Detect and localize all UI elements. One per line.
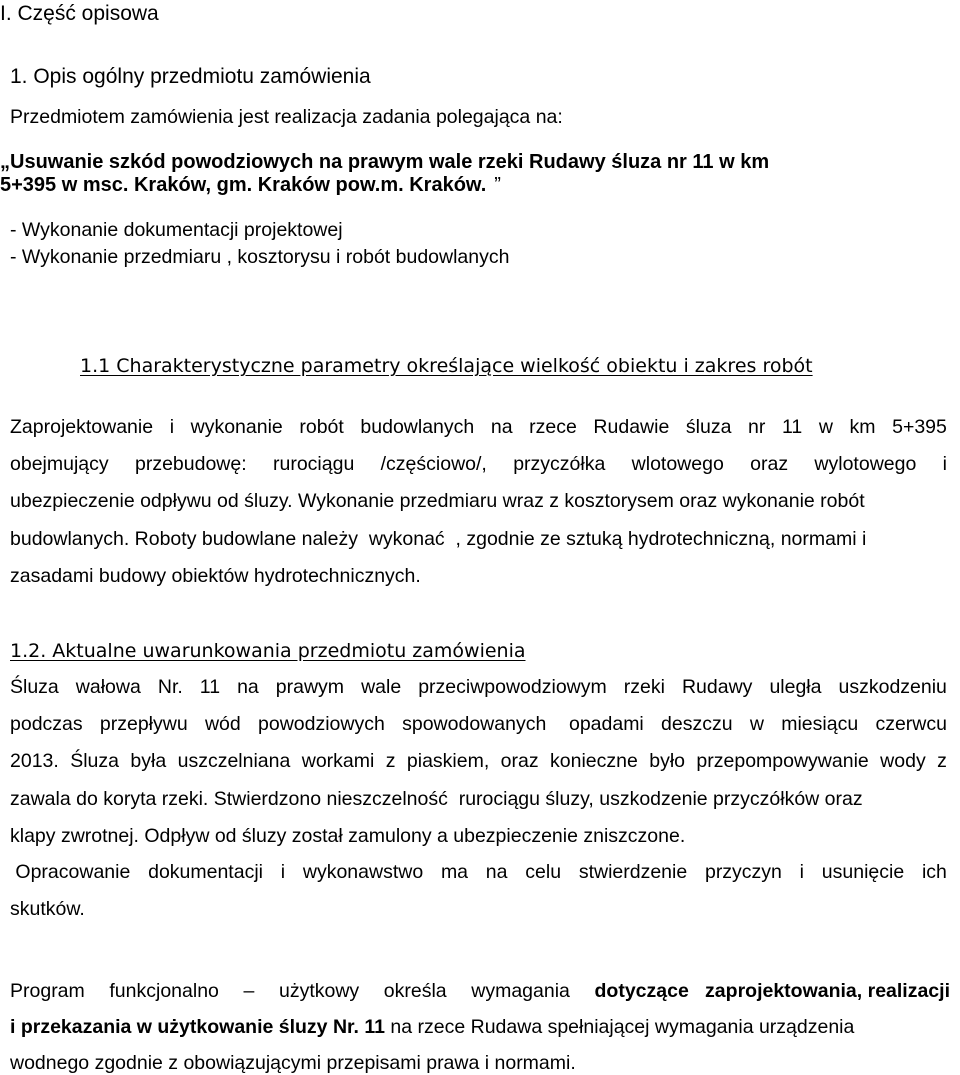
program-line-1	[10, 980, 950, 1002]
word: rurociągu	[273, 453, 355, 475]
word: w	[749, 713, 764, 735]
word: ich	[921, 861, 947, 883]
word: Program	[10, 980, 85, 1002]
paragraph-line	[10, 750, 947, 772]
word: czerwcu	[875, 713, 947, 735]
word: wylotowego	[814, 453, 917, 475]
word: przepływu	[99, 713, 188, 735]
word: uszczelniana	[177, 750, 291, 772]
word: konieczne	[550, 750, 638, 772]
word: wód	[204, 713, 241, 735]
word: piaskiem,	[406, 750, 490, 772]
word: przeciwpowodziowym	[418, 676, 607, 698]
word: i	[799, 861, 805, 883]
paragraph-line	[10, 453, 947, 475]
section-1-intro: Przedmiotem zamówienia jest realizacja zadania polegająca na:	[10, 106, 563, 128]
word: Rudawie	[593, 416, 670, 438]
word: Śluza	[10, 676, 59, 698]
word: z	[937, 750, 947, 772]
word: Nr.	[157, 676, 183, 698]
paragraph-line	[10, 825, 685, 847]
word: użytkowy	[278, 980, 360, 1002]
scope-item-documentation: - Wykonanie dokumentacji projektowej	[10, 219, 343, 241]
word: powodziowych	[258, 713, 385, 735]
word: oraz	[500, 750, 539, 772]
word: ma	[440, 861, 469, 883]
word: śluza	[685, 416, 732, 438]
scope-item-estimate: - Wykonanie przedmiaru , kosztorysu i robót budowlanych	[10, 246, 510, 268]
part-title: I. Część opisowa	[0, 2, 159, 25]
word: celu	[525, 861, 562, 883]
task-title-line-2	[0, 174, 501, 196]
section-1-2-heading: 1.2. Aktualne uwarunkowania przedmiotu zamówienia	[10, 640, 526, 662]
paragraph-line	[10, 565, 421, 587]
program-line-3: wodnego zgodnie z obowiązującymi przepisami prawa i normami.	[10, 1052, 576, 1074]
word: usunięcie	[821, 861, 905, 883]
word: 2013.	[10, 750, 59, 772]
paragraph-line	[10, 490, 865, 512]
paragraph-line	[10, 861, 947, 883]
task-title-line-2-text: 5+395 w msc. Kraków, gm. Kraków pow.m. Kraków.	[0, 174, 487, 196]
closing-quote: ”	[494, 174, 501, 196]
word: rzeki	[623, 676, 665, 698]
program-line-1-bold: dotyczące zaprojektowania, realizacji	[594, 980, 950, 1002]
word: /częściowo/,	[380, 453, 487, 475]
word: ubezpieczenie odpływu od śluzy. Wykonanie przedmiaru wraz z kosztorysem oraz wykonanie robót	[10, 490, 865, 512]
word: klapy zwrotnej. Odpływ od śluzy został zamulony a ubezpieczenie zniszczone.	[10, 825, 686, 847]
word: 5+395	[892, 416, 947, 438]
word: wałowa	[75, 676, 141, 698]
word: zawala do koryta rzeki. Stwierdzono nieszczelność rurociągu śluzy, uszkodzenie przyczółków oraz	[10, 788, 863, 810]
word: dokumentacji	[148, 861, 263, 883]
word: przyczółka	[513, 453, 606, 475]
paragraph-line	[10, 713, 947, 735]
word: 11	[199, 676, 221, 698]
word: budowlanych. Roboty budowlane należy wykonać , zgodnie ze sztuką hydrotechniczną, normami i	[10, 528, 867, 550]
paragraph-line	[10, 788, 863, 810]
word: przepompowywanie	[696, 750, 869, 772]
paragraph-line	[10, 898, 85, 920]
word: wymagania	[471, 980, 570, 1002]
word: skutków.	[10, 898, 85, 920]
word: wody	[880, 750, 926, 772]
word: oraz	[750, 453, 789, 475]
word: budowlanych	[360, 416, 475, 438]
word: robót	[299, 416, 344, 438]
word: wlotowego	[631, 453, 724, 475]
word: z	[385, 750, 396, 772]
word: i	[280, 861, 286, 883]
word: uszkodzeniu	[838, 676, 947, 698]
word: na	[490, 416, 513, 438]
word: prawym	[275, 676, 345, 698]
program-line-2-bold: i przekazania w użytkowanie śluzy Nr. 11	[10, 1016, 385, 1038]
section-1-1-heading: 1.1 Charakterystyczne parametry określające wielkość obiektu i zakres robót	[80, 355, 813, 377]
word: podczas	[10, 713, 83, 735]
word: zasadami budowy obiektów hydrotechnicznych.	[10, 565, 421, 587]
word: nr	[748, 416, 766, 438]
word: opadami	[568, 713, 644, 735]
word: określa	[383, 980, 447, 1002]
program-line-2	[10, 1016, 854, 1038]
word: Śluza	[70, 750, 119, 772]
word: przebudowę:	[134, 453, 247, 475]
word: Opracowanie	[10, 861, 131, 883]
word: workami	[301, 750, 375, 772]
word: –	[243, 980, 255, 1002]
word: na	[237, 676, 259, 698]
word: była	[130, 750, 167, 772]
word: na	[485, 861, 508, 883]
task-title-line-1: „Usuwanie szkód powodziowych na prawym wale rzeki Rudawy śluza nr 11 w km	[0, 151, 770, 173]
word: spowodowanych	[402, 713, 552, 735]
word: było	[649, 750, 686, 772]
word: uległa	[769, 676, 822, 698]
word: stwierdzenie	[578, 861, 688, 883]
paragraph-line	[10, 416, 947, 438]
word: miesiącu	[781, 713, 859, 735]
word: wykonawstwo	[302, 861, 424, 883]
section-1-heading: 1. Opis ogólny przedmiotu zamówienia	[10, 65, 371, 88]
program-line-2-text: na rzece Rudawa spełniającej wymagania urządzenia	[385, 1016, 855, 1038]
word: funkcjonalno	[109, 980, 219, 1002]
word: Rudawy	[681, 676, 753, 698]
word: i	[169, 416, 175, 438]
word: Zaprojektowanie	[10, 416, 154, 438]
word: wykonanie	[190, 416, 283, 438]
word: obejmujący	[10, 453, 109, 475]
word: deszczu	[661, 713, 733, 735]
word: przyczyn	[704, 861, 782, 883]
word: w	[818, 416, 833, 438]
word: km	[849, 416, 876, 438]
word: i	[942, 453, 947, 475]
word: rzece	[529, 416, 577, 438]
paragraph-line	[10, 528, 866, 550]
paragraph-line	[10, 676, 947, 698]
word: wale	[361, 676, 402, 698]
word: 11	[781, 416, 803, 438]
